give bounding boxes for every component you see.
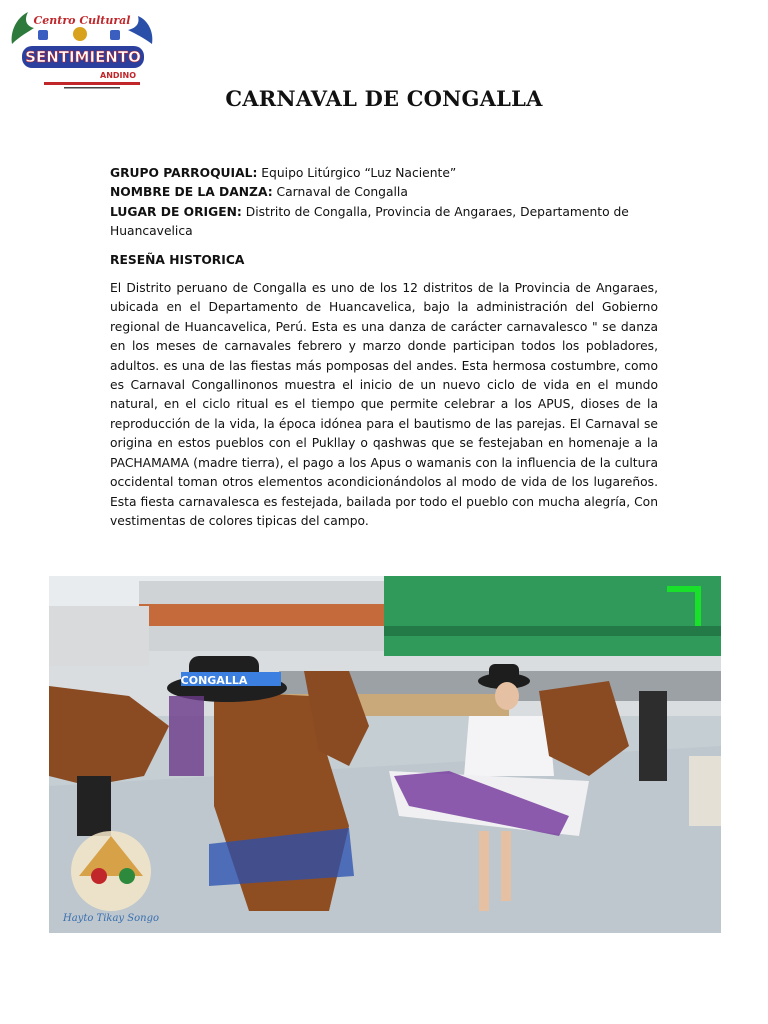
field-lugar-origen bbox=[110, 203, 658, 242]
logo-line2: SENTIMIENTO bbox=[25, 48, 141, 66]
dancer-blouse bbox=[464, 716, 554, 776]
hat-band-text: CONGALLA bbox=[180, 674, 248, 687]
field-value: Carnaval de Congalla bbox=[272, 185, 408, 200]
document-body bbox=[110, 164, 658, 531]
logo-line1: Centro Cultural bbox=[33, 14, 131, 27]
dancer-icon bbox=[73, 27, 87, 41]
document-title: CARNAVAL DE CONGALLA bbox=[225, 86, 543, 111]
dance-photo-illustration bbox=[49, 576, 721, 933]
field-value: Distrito de Congalla, Provincia de Angaraes, Departamento de Huancavelica bbox=[110, 204, 629, 239]
bird-left-icon bbox=[12, 12, 34, 44]
bird-right-icon bbox=[128, 16, 152, 44]
history-paragraph: El Distrito peruano de Congalla es uno de los 12 distritos de la Provincia de Angaraes, ubicada en el Departamento de Huancavelica, bajo la administración del Gobierno regional de Huancavelica, Perú. Esta es una danza de carácter carnavalesco " se danza en los meses de carnavales febrero y marzo donde participan todos los pobladores, adultos. es una de las fiestas más pomposas del andes. Esta hermosa costumbre, como es Carnaval Congallinonos muestra el inicio de un nuevo ciclo de vida en el mundo natural, en el ciclo ritual es el tiempo que permite celebrar a los APUS, dioses de la reproducción de la vida, la época idónea para el bautismo de las parejas. El Carnaval se origina en estos pueblos con el Pukllay o qashwas que se festejaban en homenaje a la PACHAMAMA (madre tierra), el pago a los Apus o wamanis con la influencia de la cultura occidental toman otros elementos acondicionándolos al modo de vida de los lugareños. Esta fiesta carnavalesca es festejada, bailada por todo el pueblo con mucha alegría, Con vestimentas de colores tipicas del campo. bbox=[110, 281, 658, 528]
dancer-icon bbox=[110, 30, 120, 40]
field-nombre-danza bbox=[110, 183, 658, 202]
logo-underline bbox=[44, 82, 140, 85]
field-label: GRUPO PARROQUIAL: bbox=[110, 166, 258, 180]
dancer-face bbox=[495, 682, 519, 710]
spectator bbox=[639, 691, 667, 781]
field-label: LUGAR DE ORIGEN: bbox=[110, 204, 242, 219]
logo-emblem bbox=[6, 4, 158, 90]
field-value: Equipo Litúrgico “Luz Naciente” bbox=[257, 166, 457, 180]
building-balcony bbox=[139, 604, 399, 626]
section-heading: RESEÑA HISTORICA bbox=[110, 252, 245, 267]
dancer-icon bbox=[38, 30, 48, 40]
field-grupo-parroquial bbox=[110, 164, 658, 183]
dance-photo bbox=[49, 576, 721, 933]
field-label: NOMBRE DE LA DANZA: bbox=[110, 185, 273, 200]
watermark-text: Hayto Tikay Songo bbox=[62, 913, 160, 924]
logo-line3: ANDINO bbox=[100, 71, 136, 80]
cultural-center-logo bbox=[6, 4, 158, 90]
